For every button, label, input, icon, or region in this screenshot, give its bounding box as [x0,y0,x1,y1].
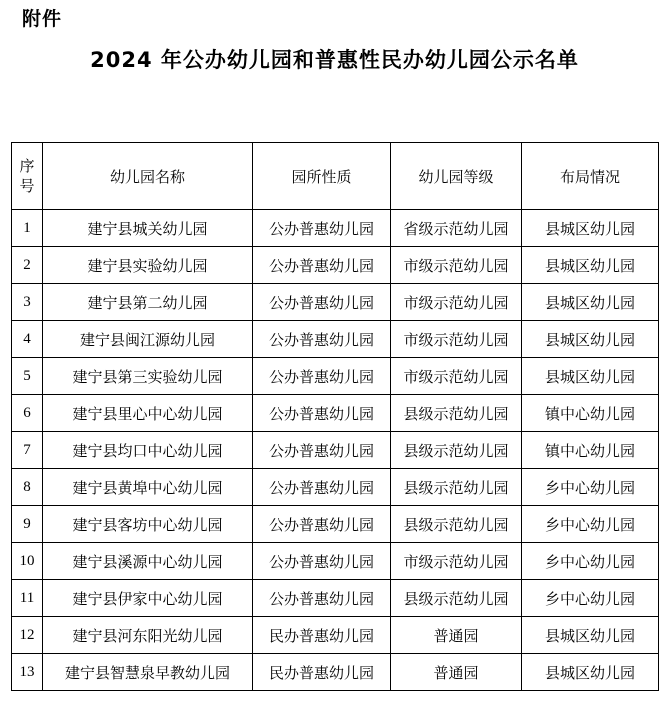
cell-seq: 1 [12,210,43,247]
cell-seq: 3 [12,284,43,321]
column-header-seq-line1: 序 [19,157,35,175]
cell-name: 建宁县河东阳光幼儿园 [43,617,253,654]
cell-name: 建宁县溪源中心幼儿园 [43,543,253,580]
cell-nature: 公办普惠幼儿园 [253,358,391,395]
table-row [12,617,659,654]
column-header-layout: 布局情况 [522,143,659,210]
cell-seq: 10 [12,543,43,580]
cell-layout: 县城区幼儿园 [522,617,659,654]
cell-nature: 公办普惠幼儿园 [253,210,391,247]
cell-grade: 县级示范幼儿园 [391,432,522,469]
cell-layout: 县城区幼儿园 [522,321,659,358]
cell-nature: 公办普惠幼儿园 [253,284,391,321]
cell-name: 建宁县城关幼儿园 [43,210,253,247]
cell-seq: 7 [12,432,43,469]
table-row [12,247,659,284]
cell-grade: 市级示范幼儿园 [391,321,522,358]
cell-nature: 民办普惠幼儿园 [253,617,391,654]
cell-layout: 镇中心幼儿园 [522,395,659,432]
cell-layout: 乡中心幼儿园 [522,580,659,617]
table-header-row [12,143,659,210]
cell-name: 建宁县均口中心幼儿园 [43,432,253,469]
attachment-label: 附件 [22,8,63,30]
cell-nature: 公办普惠幼儿园 [253,321,391,358]
cell-grade: 市级示范幼儿园 [391,284,522,321]
cell-seq: 9 [12,506,43,543]
cell-layout: 县城区幼儿园 [522,247,659,284]
table-row [12,432,659,469]
cell-name: 建宁县第二幼儿园 [43,284,253,321]
cell-name: 建宁县第三实验幼儿园 [43,358,253,395]
table-row [12,358,659,395]
cell-nature: 公办普惠幼儿园 [253,432,391,469]
column-header-nature: 园所性质 [253,143,391,210]
cell-name: 建宁县闽江源幼儿园 [43,321,253,358]
cell-layout: 乡中心幼儿园 [522,543,659,580]
cell-seq: 11 [12,580,43,617]
cell-layout: 乡中心幼儿园 [522,506,659,543]
cell-grade: 省级示范幼儿园 [391,210,522,247]
table-row [12,321,659,358]
cell-seq: 13 [12,654,43,691]
cell-name: 建宁县里心中心幼儿园 [43,395,253,432]
column-header-seq-line2: 号 [19,177,35,195]
table-row [12,395,659,432]
column-header-seq [12,143,43,210]
cell-layout: 县城区幼儿园 [522,284,659,321]
cell-grade: 县级示范幼儿园 [391,506,522,543]
cell-grade: 市级示范幼儿园 [391,358,522,395]
cell-grade: 市级示范幼儿园 [391,247,522,284]
cell-layout: 镇中心幼儿园 [522,432,659,469]
cell-seq: 2 [12,247,43,284]
column-header-name: 幼儿园名称 [43,143,253,210]
cell-nature: 公办普惠幼儿园 [253,469,391,506]
cell-grade: 普通园 [391,617,522,654]
cell-layout: 县城区幼儿园 [522,358,659,395]
cell-nature: 公办普惠幼儿园 [253,506,391,543]
cell-seq: 6 [12,395,43,432]
cell-nature: 公办普惠幼儿园 [253,580,391,617]
cell-seq: 5 [12,358,43,395]
cell-nature: 公办普惠幼儿园 [253,247,391,284]
table-row [12,469,659,506]
column-header-grade: 幼儿园等级 [391,143,522,210]
cell-grade: 县级示范幼儿园 [391,395,522,432]
cell-name: 建宁县智慧泉早教幼儿园 [43,654,253,691]
table-row [12,543,659,580]
cell-name: 建宁县伊家中心幼儿园 [43,580,253,617]
document-title: 2024 年公办幼儿园和普惠性民办幼儿园公示名单 [90,48,579,72]
cell-seq: 12 [12,617,43,654]
cell-name: 建宁县实验幼儿园 [43,247,253,284]
cell-layout: 县城区幼儿园 [522,210,659,247]
table-row [12,580,659,617]
cell-nature: 公办普惠幼儿园 [253,395,391,432]
cell-grade: 县级示范幼儿园 [391,469,522,506]
cell-seq: 8 [12,469,43,506]
cell-nature: 民办普惠幼儿园 [253,654,391,691]
table-row [12,284,659,321]
cell-grade: 普通园 [391,654,522,691]
cell-grade: 县级示范幼儿园 [391,580,522,617]
cell-seq: 4 [12,321,43,358]
cell-name: 建宁县黄埠中心幼儿园 [43,469,253,506]
cell-layout: 乡中心幼儿园 [522,469,659,506]
table-row [12,506,659,543]
table-row [12,654,659,691]
cell-name: 建宁县客坊中心幼儿园 [43,506,253,543]
cell-nature: 公办普惠幼儿园 [253,543,391,580]
cell-grade: 市级示范幼儿园 [391,543,522,580]
kindergarten-list-table [11,142,659,691]
table-row [12,210,659,247]
cell-layout: 县城区幼儿园 [522,654,659,691]
